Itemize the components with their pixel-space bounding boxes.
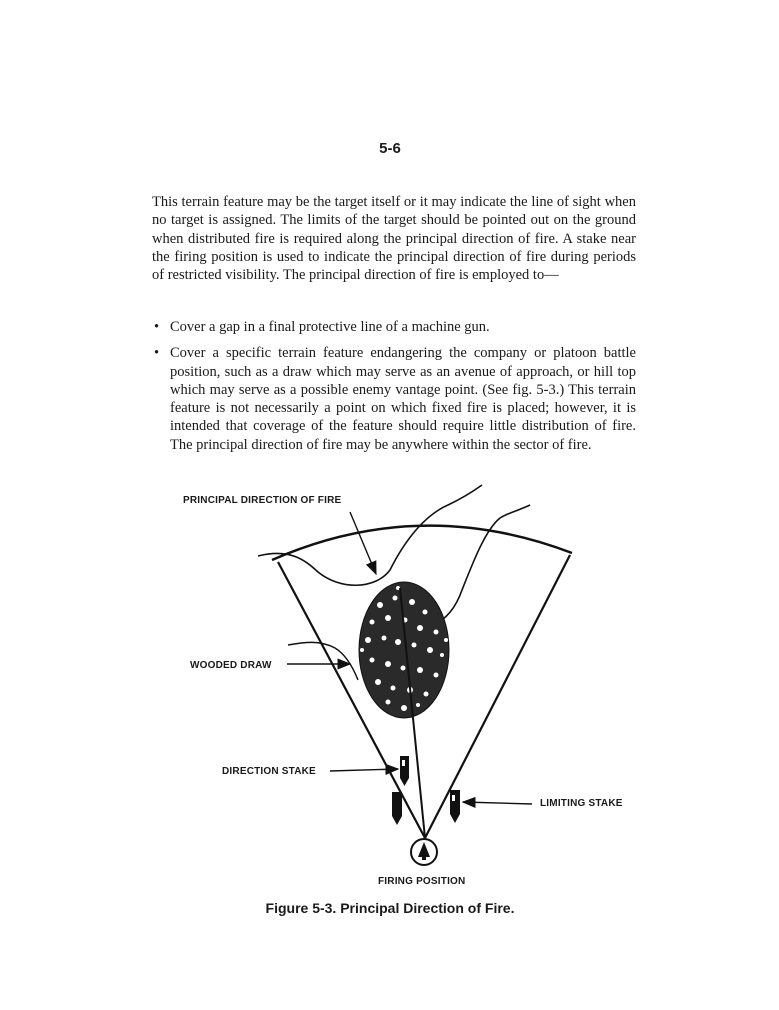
principal-direction-diagram xyxy=(0,470,779,890)
direction-stake xyxy=(400,756,409,786)
label-wooded-draw: WOODED DRAW xyxy=(190,660,272,671)
bullet-list xyxy=(152,318,636,462)
label-principal-direction: PRINCIPAL DIRECTION OF FIRE xyxy=(183,495,342,506)
firing-position-symbol xyxy=(411,839,437,865)
label-limiting-stake: LIMITING STAKE xyxy=(540,798,623,809)
label-firing-position: FIRING POSITION xyxy=(378,876,466,887)
principal-direction-arrow xyxy=(350,512,376,574)
figure-caption: Figure 5-3. Principal Direction of Fire. xyxy=(265,900,515,916)
sector-right-limit xyxy=(425,555,570,838)
label-direction-stake: DIRECTION STAKE xyxy=(222,766,316,777)
sector-arc xyxy=(272,526,572,560)
limiting-stake-arrow xyxy=(463,802,532,804)
terrain-line-right xyxy=(433,505,530,625)
bullet-item: • Cover a specific terrain feature endangering the company or platoon battle position, such as a draw which may serve as an avenue of approach, or hill top which may serve as a possible enemy vantage point. (See fig. 5-3.) This terrain feature is not necessarily a point on which fixed fire is placed; however, it is intended that coverage of the feature should require little distribution of fire. The principal direction of fire may be anywhere within the sector of fire. xyxy=(152,344,636,454)
body-paragraph: This terrain feature may be the target itself or it may indicate the line of sight when no target is assigned. The limits of the target should be pointed out on the ground when distributed fire is required along the principal direction of fire. A stake near the firing position is used to indicate the principal direction of fire during periods of restricted visibility. The principal direction of fire is employed to— xyxy=(152,194,636,284)
wooded-draw xyxy=(359,582,449,718)
page-number: 5-6 xyxy=(379,140,401,157)
direction-stake-arrow xyxy=(330,769,398,771)
limiting-stake-right xyxy=(450,790,460,823)
bullet-item: • Cover a gap in a final protective line of a machine gun. xyxy=(152,318,636,336)
limiting-stake-left xyxy=(392,792,402,825)
